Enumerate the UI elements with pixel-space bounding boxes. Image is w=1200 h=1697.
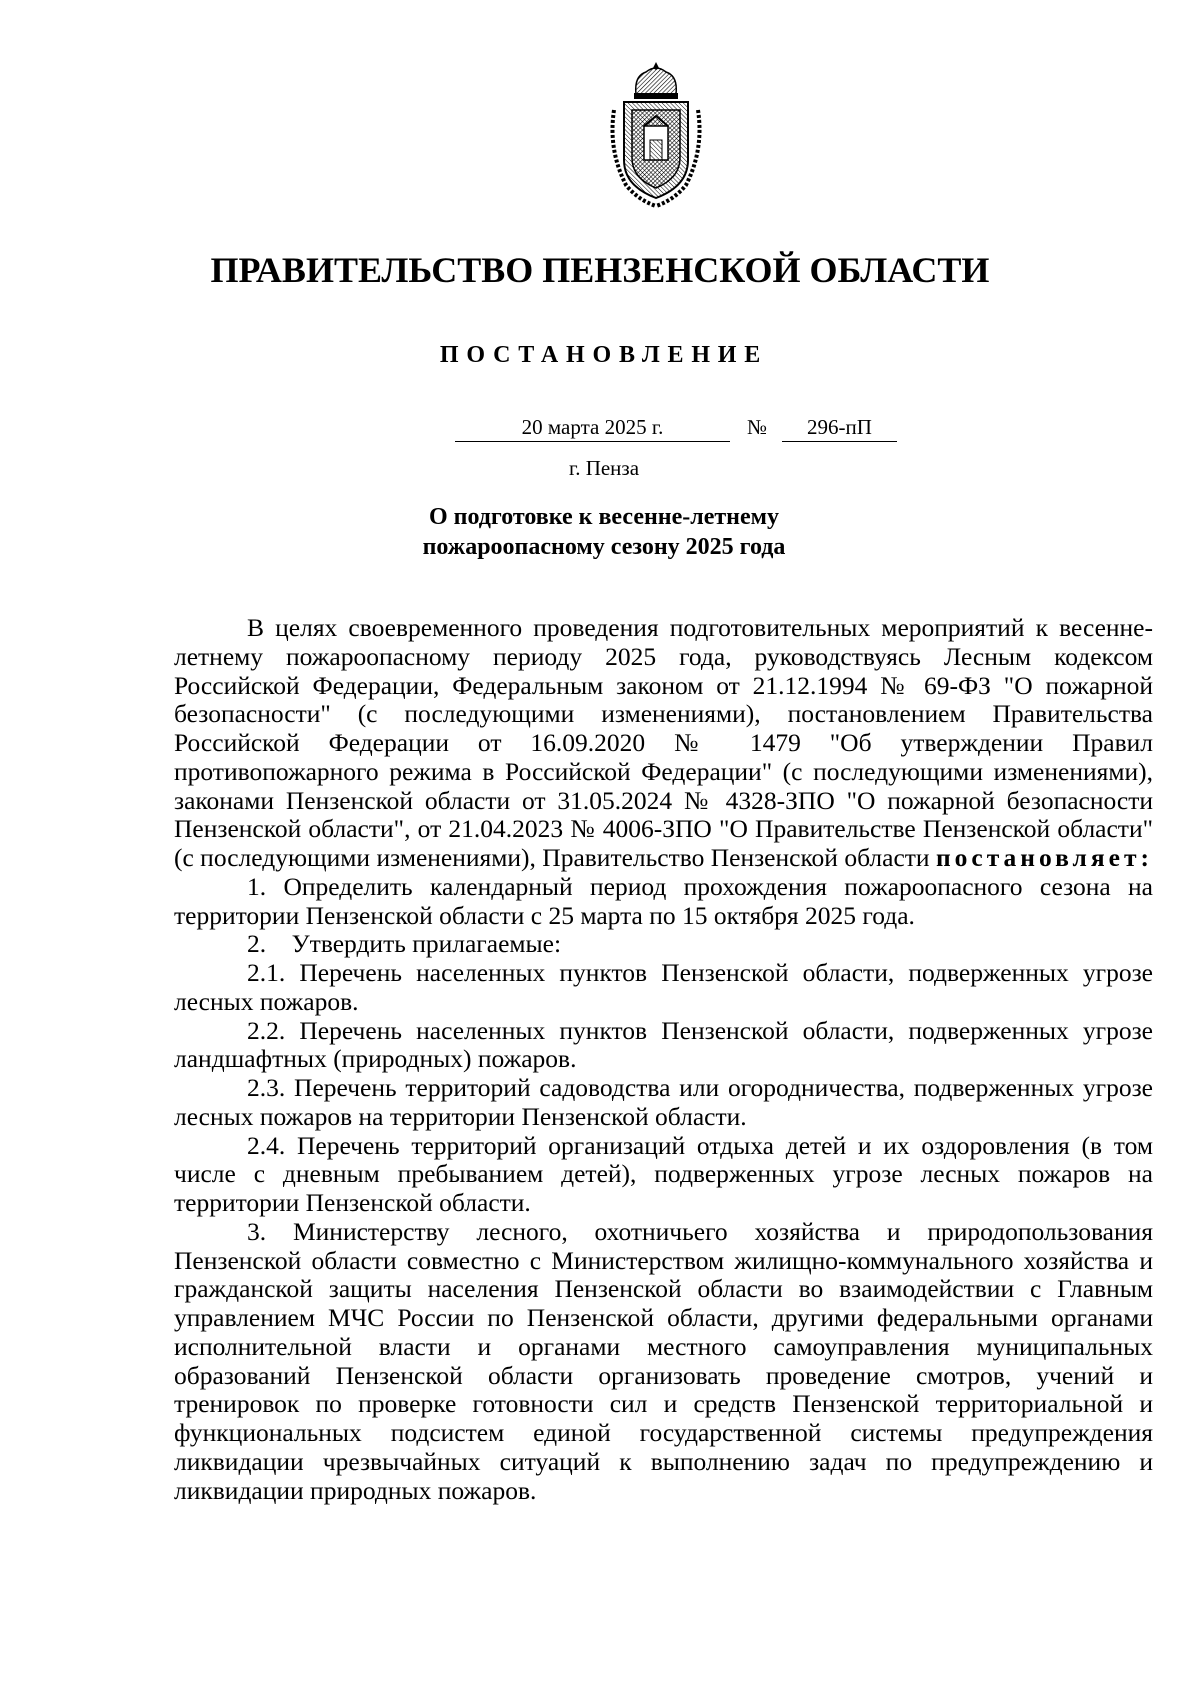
item-2-4: 2.4. Перечень территорий организаций отдыха детей и их оздоровления (в том числе с дневным пребыванием детей), подверженных угрозе лесных пожаров на территории Пензенской области. bbox=[174, 1130, 1153, 1217]
subject-line-2: пожароопасному сезону 2025 года bbox=[422, 534, 786, 560]
preamble-paragraph bbox=[174, 614, 1153, 873]
document-type: ПОСТАНОВЛЕНИЕ bbox=[439, 342, 769, 368]
item-1: 1. Определить календарный период прохождения пожароопасного сезона на территории Пензенской области с 25 марта по 15 октября 2025 года. bbox=[174, 871, 1153, 930]
coat-of-arms-emblem bbox=[606, 60, 706, 210]
item-2-3: 2.3. Перечень территорий садоводства или огородничества, подверженных угрозе лесных пожаров на территории Пензенской области. bbox=[174, 1073, 1153, 1131]
subject-line-1: О подготовке к весенне-летнему bbox=[428, 504, 779, 530]
document-subject bbox=[0, 502, 1200, 562]
item-3: 3. Министерству лесного, охотничьего хозяйства и природопользования Пензенской области совместно с Министерством жилищно-коммунального хозяйства и гражданской защиты населения Пензенской области во взаимодействии с Главным управлением МЧС России по Пензенской области, другими федеральными органами исполнительной власти и органами местного самоуправления муниципальных образований Пензенской области организовать проведение смотров, учений и тренировок по проверке готовности сил и средств Пензенской территориальной и функциональных подсистем единой государственной системы предупреждения ликвидации чрезвычайных ситуаций к выполнению задач по предупреждению и ликвидации природных пожаров. bbox=[174, 1216, 1153, 1505]
number-sign: № bbox=[746, 415, 768, 439]
document-number: 296-пП bbox=[782, 413, 897, 442]
government-title: ПРАВИТЕЛЬСТВО ПЕНЗЕНСКОЙ ОБЛАСТИ bbox=[210, 250, 990, 290]
item-2-1: 2.1. Перечень населенных пунктов Пензенской области, подверженных угрозе лесных пожаров. bbox=[174, 958, 1153, 1016]
requisites-line bbox=[0, 413, 1200, 443]
item-2-2: 2.2. Перечень населенных пунктов Пензенской области, подверженных угрозе ландшафтных (природных) пожаров. bbox=[174, 1015, 1153, 1074]
document-date: 20 марта 2025 г. bbox=[455, 413, 730, 442]
document-body bbox=[174, 614, 1153, 1505]
item-2: 2. Утвердить прилагаемые: bbox=[247, 929, 562, 959]
decree-word: постановляет: bbox=[935, 843, 1153, 872]
preamble-text: В целях своевременного проведения подготовительных мероприятий к весенне-летнему пожароопасному периоду 2025 года, руководствуясь Лесным кодексом Российской Федерации, Федеральным законом от 21.12.1994 № 69-ФЗ "О пожарной безопасности" (с последующими изменениями), постановлением Правительства Российской Федерации от 16.09.2020 № 1479 "Об утверждении Правил противопожарного режима в Российской Федерации" (с последующими изменениями), законами Пензенской области от 31.05.2024 № 4328-ЗПО "О пожарной безопасности Пензенской области", от 21.04.2023 № 4006-ЗПО "О Правительстве Пензенской области" (с последующими изменениями), Правительство Пензенской области bbox=[174, 613, 1153, 872]
city: г. Пенза bbox=[568, 456, 640, 480]
